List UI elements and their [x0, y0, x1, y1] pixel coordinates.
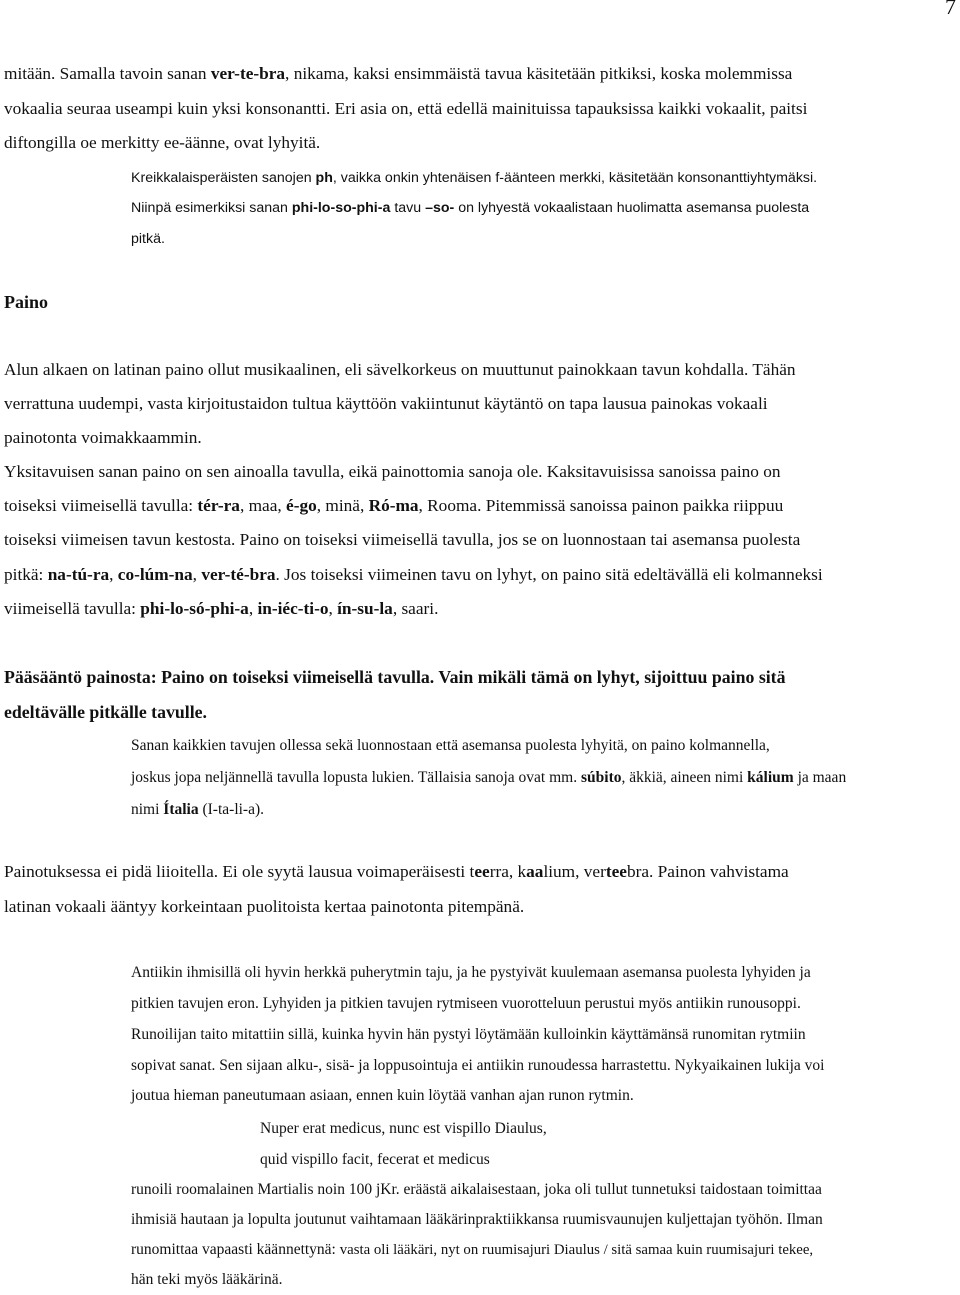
note-line: joutua hieman paneutumaan asiaan, ennen kuin löytää vanhan ajan runon rytmin. [131, 1087, 634, 1104]
text-line: painotonta voimakkaammin. [4, 428, 202, 447]
verse-line: Nuper erat medicus, nunc est vispillo Diaulus, [260, 1120, 547, 1137]
text-line: verrattuna uudempi, vasta kirjoitustaidon tultua käyttöön vakiintunut käytäntö on tapa lausua painokas vokaali [4, 394, 768, 413]
note-line: sopivat sanat. Sen sijaan alku-, sisä- ja loppusointuja ei antiikin runoudessa harrastettu. Nykyaikainen lukija voi [131, 1057, 825, 1074]
text-line: mitään. Samalla tavoin sanan ver-te-bra, nikama, kaksi ensimmäistä tavua käsitetään pitkiksi, koska molemmissa [4, 64, 793, 83]
text-line: Painotuksessa ei pidä liioitella. Ei ole syytä lausua voimaperäisesti teerra, kaalium, verteebra. Painon vahvistama [4, 862, 789, 881]
note-line: Antiikin ihmisillä oli hyvin herkkä puherytmin taju, ja he pystyivät kuulemaan asemansa puolesta lyhyiden ja [131, 964, 811, 981]
text-line: viimeisellä tavulla: phi-lo-só-phi-a, in-iéc-ti-o, ín-su-la, saari. [4, 599, 439, 618]
note-line: pitkä. [131, 231, 165, 247]
note-line: ihmisiä hautaan ja lopulta joutunut vaihtamaan lääkärinpraktiikkansa ruumisvaunujen kuljettajan työhön. Ilman [131, 1211, 823, 1228]
note-line: Kreikkalaisperäisten sanojen ph, vaikka onkin yhtenäisen f-äänteen merkki, käsitetään konsonanttiyhtymäksi. [131, 170, 818, 186]
note-line: pitkien tavujen eron. Lyhyiden ja pitkien tavujen rytmiseen vuorotteluun perustui myös antiikin runousoppi. [131, 995, 801, 1012]
note-line: runoili roomalainen Martialis noin 100 jKr. eräästä aikalaisestaan, joka oli tullut tunnetuksi taidostaan toimittaa [131, 1181, 822, 1198]
text-line: Alun alkaen on latinan paino ollut musikaalinen, eli sävelkorkeus on muuttunut painokkaan tavun kohdalla. Tähän [4, 360, 796, 379]
note-line: Sanan kaikkien tavujen ollessa sekä luonnostaan että asemansa puolesta lyhyitä, on paino kolmannella, [131, 737, 770, 754]
text-line: diftongilla oe merkitty ee-äänne, ovat lyhyitä. [4, 133, 321, 152]
note-line: Runoilijan taito mitattiin sillä, kuinka hyvin hän pystyi löytämään kulloinkin käyttämänsä runomitan rytmiin [131, 1026, 806, 1043]
section-heading: Paino [4, 292, 49, 312]
text-line: latinan vokaali ääntyy korkeintaan puolitoista kertaa painotonta pitempänä. [4, 897, 525, 916]
text-line: vokaalia seuraa useampi kuin yksi konsonantti. Eri asia on, että edellä mainituissa tapauksissa kaikki vokaalit, paitsi [4, 99, 808, 118]
text-line: pitkä: na-tú-ra, co-lúm-na, ver-té-bra. Jos toiseksi viimeinen tavu on lyhyt, on paino sitä edeltävällä eli kolmanneksi [4, 565, 823, 584]
rule-line: edeltävälle pitkälle tavulle. [4, 702, 207, 722]
note-line: Niinpä esimerkiksi sanan phi-lo-so-phi-a tavu –so- on lyhyestä vokaalistaan huolimatta asemansa puolesta [131, 200, 810, 216]
text-line: toiseksi viimeisen tavun kestosta. Paino on toiseksi viimeisellä tavulla, jos se on luonnostaan tai asemansa puolesta [4, 530, 801, 549]
text-line: toiseksi viimeisellä tavulla: tér-ra, maa, é-go, minä, Ró-ma, Rooma. Pitemmissä sanoissa painon paikka riippuu [4, 496, 784, 515]
page-number: 7 [945, 0, 956, 19]
note-line: runomittaa vapaasti käännettynä: vasta oli lääkäri, nyt on ruumisajuri Diaulus / sitä samaa kuin ruumisajuri tekee, [131, 1241, 814, 1258]
rule-line: Pääsääntö painosta: Paino on toiseksi viimeisellä tavulla. Vain mikäli tämä on lyhyt, sijoittuu paino sitä [4, 667, 786, 687]
verse-line: quid vispillo facit, fecerat et medicus [260, 1151, 490, 1168]
text-line: Yksitavuisen sanan paino on sen ainoalla tavulla, eikä painottomia sanoja ole. Kaksitavuisissa sanoissa paino on [4, 462, 781, 481]
note-line: hän teki myös lääkärinä. [131, 1271, 283, 1288]
note-line: nimi Ítalia (I-ta-li-a). [131, 801, 265, 818]
note-line: joskus jopa neljännellä tavulla lopusta lukien. Tällaisia sanoja ovat mm. súbito, äkkiä, aineen nimi kálium ja maan [131, 769, 847, 786]
